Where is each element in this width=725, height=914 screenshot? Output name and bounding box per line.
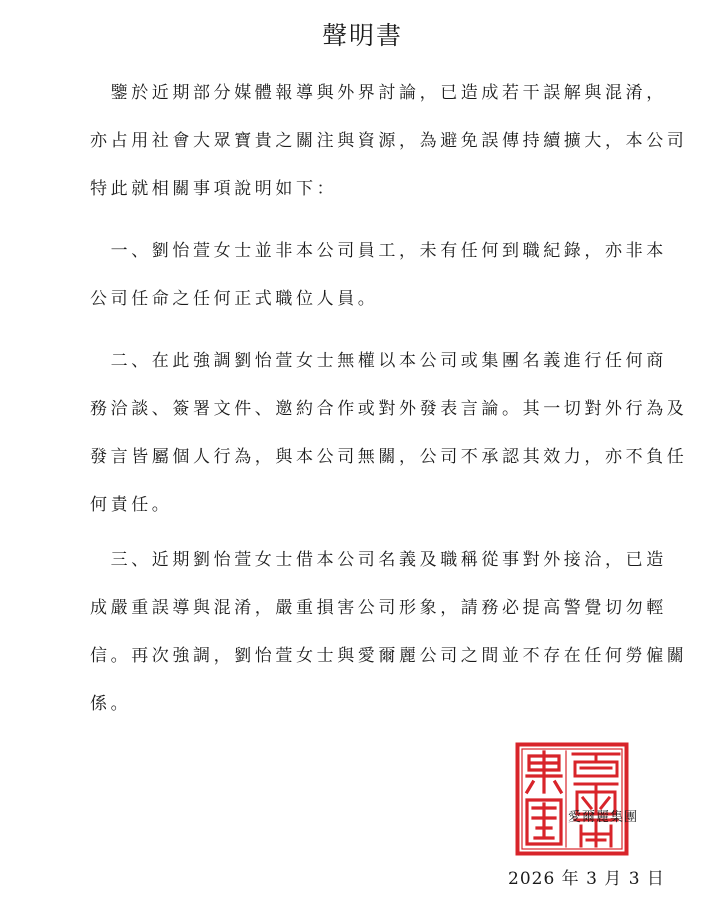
paragraph-line: 信。再次強調，劉怡萱女士與愛爾麗公司之間並不存在任何勞僱關 <box>90 646 688 666</box>
paragraph-line: 係。 <box>90 694 132 714</box>
paragraph-line: 鑒於近期部分媒體報導與外界討論，已造成若干誤解與混淆， <box>90 83 667 103</box>
document-title: 聲明書 <box>321 21 403 50</box>
company-seal-stamp <box>515 742 629 856</box>
paragraph-line: 發言皆屬個人行為，與本公司無關，公司不承認其效力，亦不負任 <box>90 447 688 467</box>
paragraph-line: 三、近期劉怡萱女士借本公司名義及職稱從事對外接洽，已造 <box>90 550 667 570</box>
paragraph-line: 特此就相關事項說明如下： <box>90 179 338 199</box>
paragraph-line: 二、在此強調劉怡萱女士無權以本公司或集團名義進行任何商 <box>90 351 667 371</box>
document-date: 2026 年 3 月 3 日 <box>508 869 665 889</box>
paragraph-line: 一、劉怡萱女士並非本公司員工，未有任何到職紀錄，亦非本 <box>90 241 667 261</box>
company-signature: 愛爾麗集團 <box>568 810 639 825</box>
paragraph-line: 成嚴重誤導與混淆，嚴重損害公司形象，請務必提高警覺切勿輕 <box>90 598 667 618</box>
paragraph-line: 亦占用社會大眾寶貴之關注與資源，為避免誤傳持續擴大，本公司 <box>90 131 688 151</box>
paragraph-line: 務洽談、簽署文件、邀約合作或對外發表言論。其一切對外行為及 <box>90 399 688 419</box>
paragraph-line: 公司任命之任何正式職位人員。 <box>90 289 379 309</box>
paragraph-line: 何責任。 <box>90 495 173 515</box>
